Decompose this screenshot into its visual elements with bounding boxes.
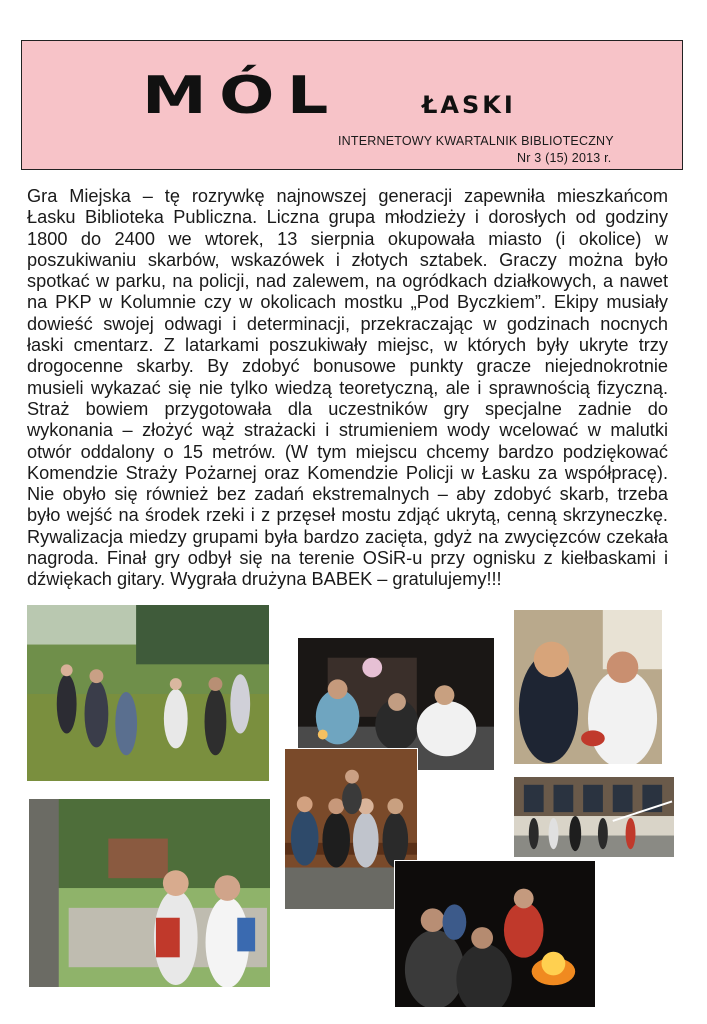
article-line: nagroda. Finał gry odbył się na terenie OSiR-u przy ognisku z kiełbaskami i xyxy=(27,548,668,569)
article-line: Łasku Biblioteka Publiczna. Liczna grupa młodzieży i dorosłych od godziny xyxy=(27,207,668,228)
masthead xyxy=(21,40,683,170)
article-line: spotkać w parku, na policji, nad zalewem, na ogródkach działkowych, a nawet xyxy=(27,271,668,292)
article-line: Straż bowiem przygotowała dla uczestników gry specjalne zadnie do xyxy=(27,398,668,419)
article-line: drogocenne skarby. By zdobyć bonusowe punkty gracze niejednokrotnie xyxy=(27,356,668,377)
article-line: Komendzie Straży Pożarnej oraz Komendzie Policji w Łasku za współpracę). xyxy=(27,462,668,483)
article-line: 1800 do 2400 we wtorek, 13 sierpnia okupowała miasto (i okolice) w xyxy=(27,228,668,249)
photo-two-girls xyxy=(28,798,271,988)
article-line: łaski cmentarz. Z latarkami poszukiwały miejsc, w których były ukryte trzy xyxy=(27,335,668,356)
article-line: musieli wykazać się nie tylko wiedzą teoretyczną, ale i sprawnością fizyczną. xyxy=(27,377,668,398)
article-line: dźwiękach gitary. Wygrała drużyna BABEK – gratulujemy!!! xyxy=(27,569,502,590)
article-body xyxy=(27,186,668,591)
article-line: wykonania – złożyć wąż strażacki i strumieniem wody wcelować w malutki xyxy=(27,420,668,441)
article-line: na PKP w Kolumnie czy w okolicach mostku „Pod Byczkiem”. Ekipy musiały xyxy=(27,292,668,313)
article-line: otwór oddalony o 15 metrów. (W tym miejscu chcemy bardzo podziękować xyxy=(27,441,668,462)
issue-number: Nr 3 (15) 2013 r. xyxy=(517,151,612,165)
article-line: Nie obyło się również bez zadań ekstremalnych – aby zdobyć skarb, trzeba xyxy=(27,484,668,505)
article-line: poszukiwaniu skarbów, wskazówek i złotych sztabek. Graczy można było xyxy=(27,249,668,270)
photo-group-park xyxy=(26,604,270,782)
photo-bonfire xyxy=(394,860,596,1008)
article-line: Rywalizacja miedzy grupami była bardzo zacięta, gdyż na zwycięzców czekała xyxy=(27,526,668,547)
logo-main-text: MÓL xyxy=(142,64,341,126)
article-line: było wejść na środek rzeki i z przęseł mostu zdjąć ukrytą, cenną skrzyneczkę. xyxy=(27,505,668,526)
photo-fire-station xyxy=(513,776,675,858)
article-line: dowieść swojej odwagi i determinacji, przekraczając w godzinach nocnych xyxy=(27,313,668,334)
article-line: Gra Miejska – tę rozrywkę najnowszej generacji zapewniła mieszkańcom xyxy=(27,186,668,206)
logo-sub-text: ŁASKI xyxy=(422,91,516,119)
masthead-subtitle: INTERNETOWY KWARTALNIK BIBLIOTECZNY xyxy=(338,134,614,148)
photo-fire-hose xyxy=(513,609,663,765)
